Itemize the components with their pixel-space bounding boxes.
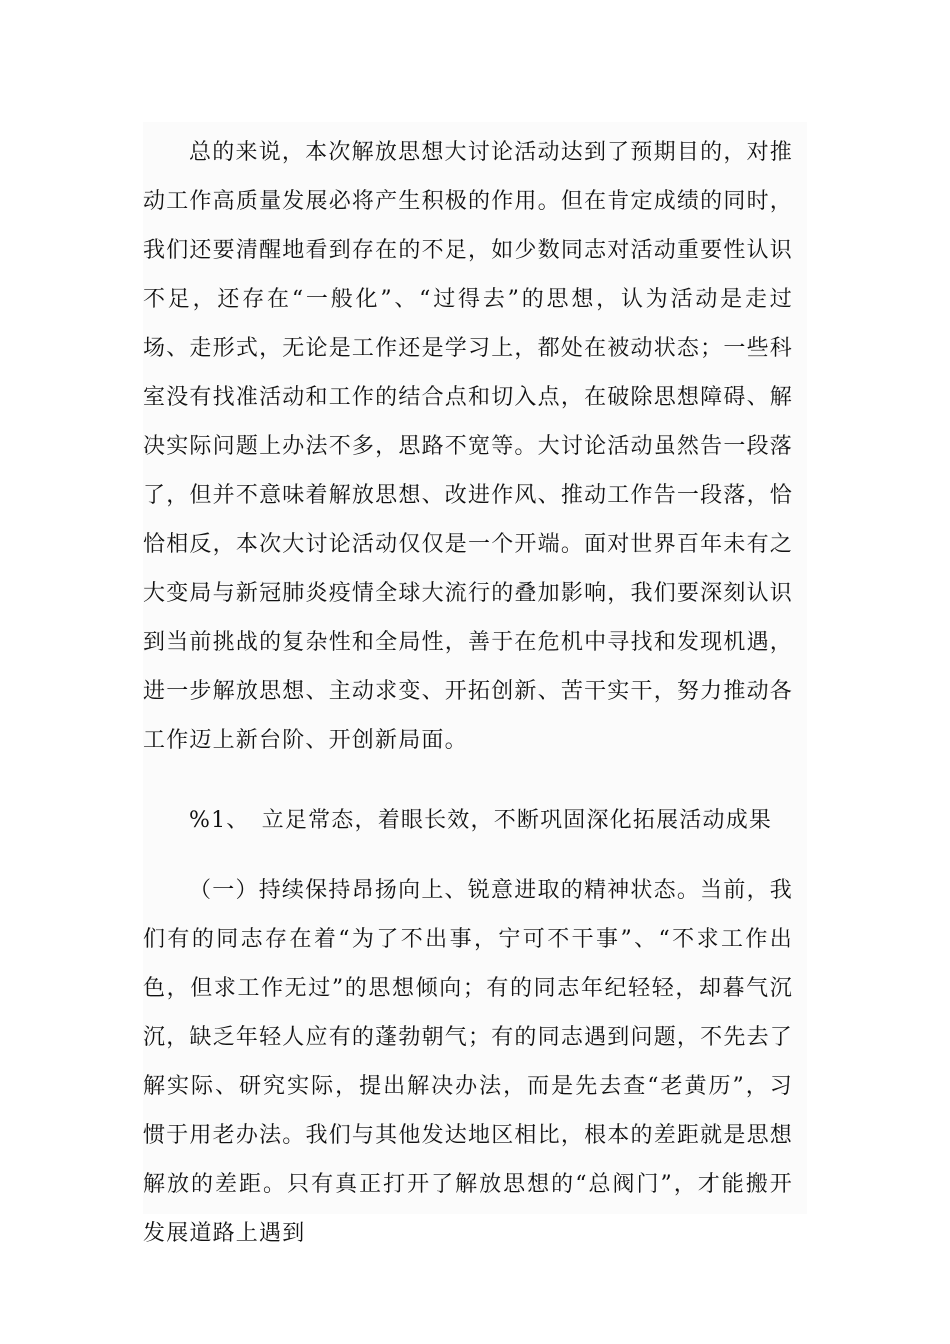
document-body <box>143 122 807 1246</box>
section-heading: %1、 立足常态，着眼长效，不断巩固深化拓展活动成果 <box>189 808 773 833</box>
paragraph-summary: 总的来说，本次解放思想大讨论活动达到了预期目的，对推动工作高质量发展必将产生积极的作用。但在肯定成绩的同时，我们还要清醒地看到存在的不足，如少数同志对活动重要性认识不足，还存在“一般化”、“过得去”的思想，认为活动是走过场、走形式，无论是工作还是学习上，都处在被动状态；一些科室没有找准活动和工作的结合点和切入点，在破除思想障碍、解决实际问题上办法不多，思路不宽等。大讨论活动虽然告一段落了，但并不意味着解放思想、改进作风、推动工作告一段落，恰恰相反，本次大讨论活动仅仅是一个开端。面对世界百年未有之大变局与新冠肺炎疫情全球大流行的叠加影响，我们要深刻认识到当前挑战的复杂性和全局性，善于在危机中寻找和发现机遇，进一步解放思想、主动求变、开拓创新、苦干实干，努力推动各工作迈上新台阶、开创新局面。 <box>143 140 793 753</box>
paragraph-spirit-state: （一）持续保持昂扬向上、锐意进取的精神状态。当前，我们有的同志存在着“为了不出事，宁可不干事”、“不求工作出色，但求工作无过”的思想倾向；有的同志年纪轻轻，却暮气沉沉，缺乏年轻人应有的蓬勃朝气；有的同志遇到问题，不先去了解实际、研究实际，提出解决办法，而是先去查“老黄历”，习惯于用老办法。我们与其他发达地区相比，根本的差距就是思想解放的差距。只有真正打开了解放思想的“总阀门”，才能搬开发展道路上遇到 <box>143 878 793 1246</box>
